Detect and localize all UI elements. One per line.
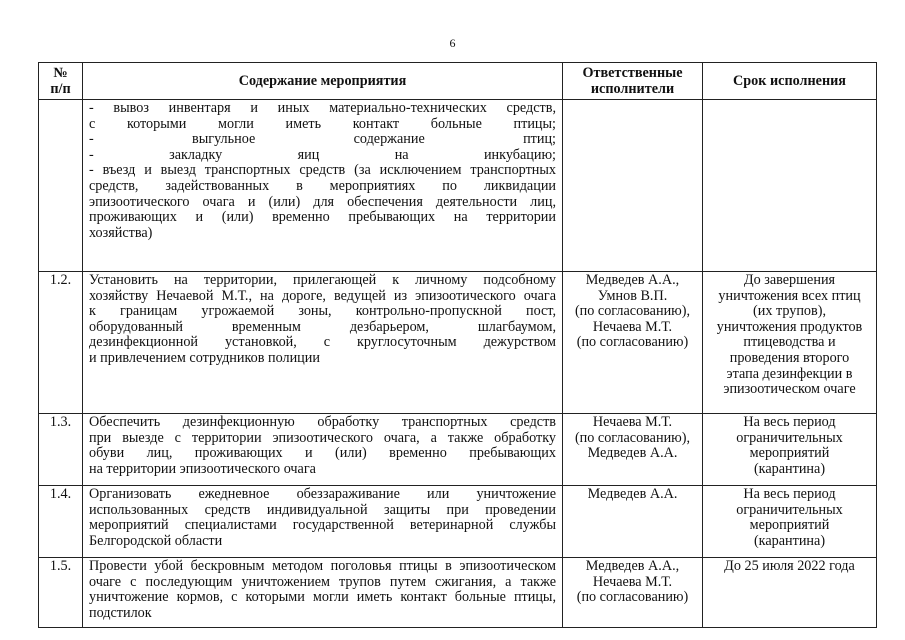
header-number-abbr: п/п [50,81,71,97]
row-number: 1.4. [39,486,83,558]
deadline-line: мероприятий [749,517,830,534]
responsible-line: Медведев А.А. [587,486,678,502]
row-content [83,486,563,558]
deadline-line: На весь период [743,414,836,430]
content-line: Организовать ежедневное обеззараживание или уничтожение [89,486,556,502]
content-line: хозяйству Нечаевой М.Т., на дороге, ведущей из эпизоотического очага [89,287,556,304]
header-responsible-line2: исполнители [590,81,675,97]
content-line: проживающих и (или) временно пребывающих на территории [89,209,556,226]
table-row [39,272,877,414]
responsible-line: Нечаева М.Т. [592,318,673,335]
table-row [39,414,877,486]
content-line: Белгородской области [89,532,223,549]
content-line: хозяйства) [89,224,153,241]
deadline-line: ограничительных [736,501,843,518]
responsible-line: (по согласованию) [576,334,689,351]
content-line: Обеспечить дезинфекционную обработку транспортных средств [89,414,556,430]
deadline-line: (карантина) [753,460,826,477]
responsible-line: Медведев А.А., [585,558,680,574]
deadline-line: До завершения [743,272,836,288]
content-line: при выезде с территории эпизоотического очага, а также обработку [89,429,556,446]
responsible-line: (по согласованию), [574,303,691,320]
content-line: - вывоз инвентаря и иных материально-технических средств, [89,100,556,116]
content-line: эпизоотического очага и (или) для обеспечения деятельности лиц, [89,193,556,210]
content-line: - въезд и выезд транспортных средств (за исключением транспортных [89,162,556,179]
row-responsible [563,558,703,628]
content-line: - закладку яиц на инкубацию; [89,146,556,163]
responsible-line: Умнов В.П. [597,287,668,304]
table-row [39,558,877,628]
header-deadline: Срок исполнения [703,63,877,100]
row-content-cell [83,100,563,272]
row-content [83,558,563,628]
deadline-line: проведения второго [729,349,850,366]
row-content [83,414,563,486]
row-responsible [563,486,703,558]
row-deadline [703,486,877,558]
responsible-line: Нечаева М.Т. [592,414,673,430]
content-line: дезинфекционной установкой, с круглосуточным дежурством [89,334,556,351]
row-number: 1.5. [39,558,83,628]
deadline-line: уничтожения продуктов [716,318,863,335]
header-number [39,63,83,100]
measures-table [38,62,877,628]
content-line: на территории эпизоотического очага [89,460,316,477]
header-number-symbol: № [53,65,68,81]
content-line: уничтожение кормов, с которыми могли иметь контакт больные птицы, [89,589,556,606]
deadline-line: (карантина) [753,532,826,549]
content-line: оборудованный временным дезбарьером, шлагбаумом, [89,318,556,335]
row-deadline [703,558,877,628]
responsible-line: (по согласованию), [574,429,691,446]
deadline-line: этапа дезинфекции в [726,365,853,382]
responsible-line: Медведев А.А., [585,272,680,288]
content-line: - выгульное содержание птиц; [89,131,556,148]
row-responsible-cell [563,100,703,272]
responsible-line: (по согласованию) [576,589,689,606]
content-line: средств, задействованных в мероприятиях по ликвидации [89,177,556,194]
header-responsible-line1: Ответственные [582,65,683,81]
row-number: 1.2. [39,272,83,414]
content-line: мероприятий специалистами государственной ветеринарной службы [89,517,556,534]
deadline-line: ограничительных [736,429,843,446]
deadline-line: мероприятий [749,445,830,462]
row-responsible [563,414,703,486]
table-row-continuation [39,100,877,272]
row-number: 1.3. [39,414,83,486]
content-line: очаге с последующим уничтожением трупов путем сжигания, а также [89,573,556,590]
row-deadline [703,414,877,486]
deadline-line: До 25 июля 2022 года [724,558,855,574]
content-line: с которыми могли иметь контакт больные птицы; [89,115,556,132]
deadline-line: эпизоотическом очаге [723,381,856,398]
content-line: и привлечением сотрудников полиции [89,349,320,366]
deadline-line: птицеводства и [743,334,836,351]
header-content: Содержание мероприятия [83,63,563,100]
deadline-line: На весь период [743,486,836,502]
responsible-line: Нечаева М.Т. [592,573,673,590]
deadline-line: уничтожения всех птиц [718,287,861,304]
responsible-line: Медведев А.А. [587,445,678,462]
row-responsible [563,272,703,414]
deadline-line: (их трупов), [753,303,826,320]
header-responsible [563,63,703,100]
content-line: обуви лиц, проживающих и (или) временно пребывающих [89,445,556,462]
row-deadline [703,272,877,414]
content-line: к границам угрожаемой зоны, контрольно-пропускной пост, [89,303,556,320]
content-line: Провести убой бескровным методом поголовья птицы в эпизоотическом [89,558,556,574]
content-line: подстилок [89,604,152,621]
content-line: Установить на территории, прилегающей к личному подсобному [89,272,556,288]
content-line: использованных средств индивидуальной защиты при проведении [89,501,556,518]
row-number-cell [39,100,83,272]
row-deadline-cell [703,100,877,272]
table-row [39,486,877,558]
page-number: 6 [449,36,456,50]
row-content [83,272,563,414]
table-header-row [39,63,877,100]
